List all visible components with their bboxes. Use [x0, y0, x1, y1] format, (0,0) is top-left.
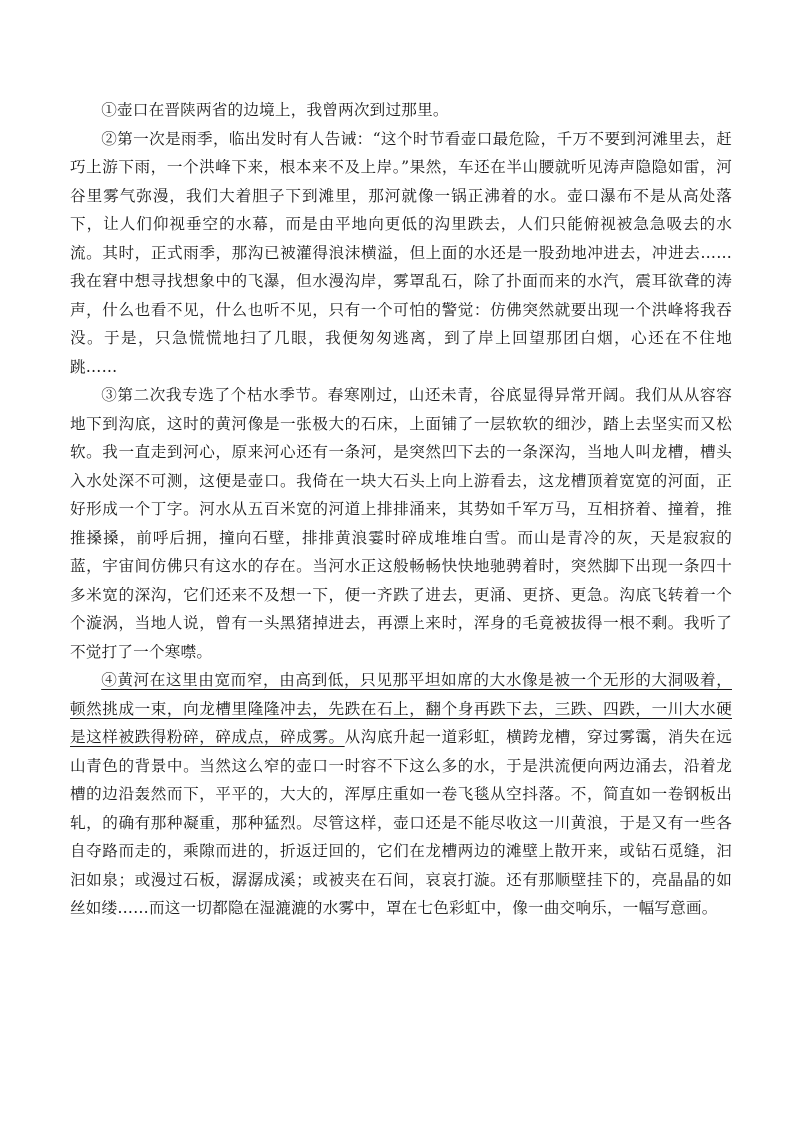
paragraph-4-underlined-text: ④黄河在这里由宽而窄，由高到低，只见那平坦如席的大水像是被一个无形的大洞吸着，顿然挑成一束，向龙槽里隆隆冲去，先跌在石上，翻个身再跌下去，三跌、四跌，一川大水硬是这样被跌得粉碎，碎成点，碎成雾。 [70, 671, 732, 746]
paragraph-1-text: ①壶口在晋陕两省的边境上，我曾两次到过那里。 [101, 101, 449, 119]
paragraph-1 [70, 96, 732, 125]
paragraph-3-text: ③第二次我专选了个枯水季节。春寒刚过，山还未青，谷底显得异常开阔。我们从从容容地下到沟底，这时的黄河像是一张极大的石床，上面铺了一层软软的细沙，踏上去坚实而又松软。我一直走到河心，原来河心还有一条河，是突然凹下去的一条深沟，当地人叫龙槽，槽头入水处深不可测，这便是壶口。我倚在一块大石头上向上游看去，这龙槽顶着宽宽的河面，正好形成一个丁字。河水从五百米宽的河道上排排涌来，其势如千军万马，互相挤着、撞着，推推搡搡，前呼后拥，撞向石壁，排排黄浪霎时碎成堆堆白雪。而山是青冷的灰，天是寂寂的蓝，宇宙间仿佛只有这水的存在。当河水正这般畅畅快快地驰骋着时，突然脚下出现一条四十多米宽的深沟，它们还来不及想一下，便一齐跌了进去，更涌、更挤、更急。沟底飞转着一个个漩涡，当地人说，曾有一头黑猪掉进去，再漂上来时，浑身的毛竟被拔得一根不剩。我听了不觉打了一个寒噤。 [70, 386, 732, 661]
paragraph-3 [70, 381, 732, 666]
article-body [70, 96, 732, 923]
paragraph-4 [70, 666, 732, 923]
paragraph-2 [70, 125, 732, 382]
paragraph-2-text: ②第一次是雨季，临出发时有人告诫：“这个时节看壶口最危险，千万不要到河滩里去，赶巧上游下雨，一个洪峰下来，根本来不及上岸。”果然，车还在半山腰就听见涛声隐隐如雷，河谷里雾气弥漫，我们大着胆子下到滩里，那河就像一锅正沸着的水。壶口瀑布不是从高处落下，让人们仰视垂空的水幕，而是由平地向更低的沟里跌去，人们只能俯视被急急吸去的水流。其时，正式雨季，那沟已被灌得浪沫横溢，但上面的水还是一股劲地冲进去，冲进去……我在窘中想寻找想象中的飞瀑，但水漫沟岸，雾罩乱石，除了扑面而来的水汽，震耳欲聋的涛声，什么也看不见，什么也听不见，只有一个可怕的警觉：仿佛突然就要出现一个洪峰将我吞没。于是，只急慌慌地扫了几眼，我便匆匆逃离，到了岸上回望那团白烟，心还在不住地跳…… [70, 129, 732, 376]
paragraph-4-text: 从沟底升起一道彩虹，横跨龙槽，穿过雾霭，消失在远山青色的背景中。当然这么窄的壶口一时容不下这么多的水，于是洪流便向两边涌去，沿着龙槽的边沿轰然而下，平平的，大大的，浑厚庄重如一卷飞毯从空抖落。不，简直如一卷钢板出轧，的确有那种凝重，那种猛烈。尽管这样，壶口还是不能尽收这一川黄浪，于是又有一些各自夺路而走的，乘隙而进的，折返迂回的，它们在龙槽两边的滩壁上散开来，或钻石觅缝，汩汩如泉；或漫过石板，潺潺成溪；或被夹在石间，哀哀打漩。还有那顺壁挂下的，亮晶晶的如丝如缕……而这一切都隐在湿漉漉的水雾中，罩在七色彩虹中，像一曲交响乐，一幅写意画。 [70, 728, 732, 917]
